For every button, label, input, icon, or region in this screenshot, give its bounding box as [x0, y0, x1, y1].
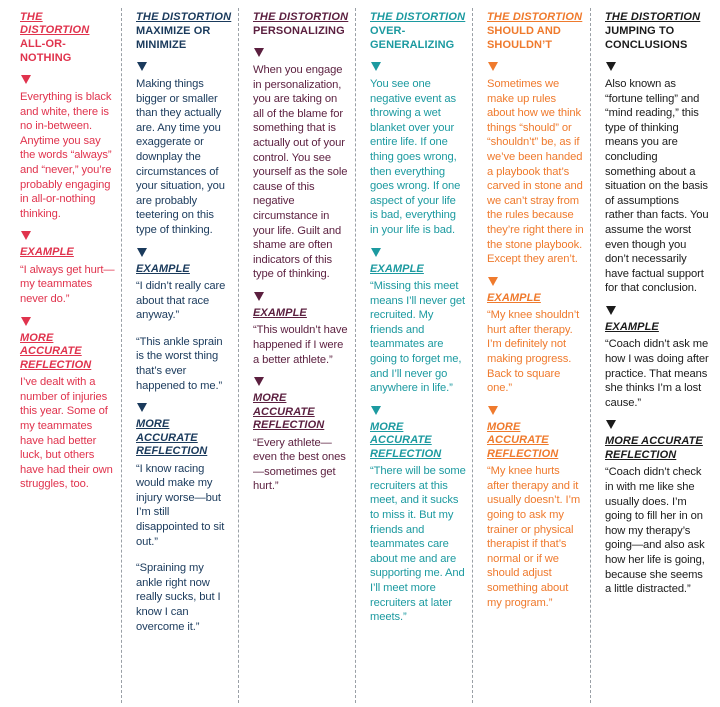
example-quote: “Coach didn’t ask me how I was doing after practice. That means she thinks I’m a lost cause.”: [605, 338, 709, 409]
distortion-label: THE DISTORTION: [20, 11, 90, 36]
distortion-name: ALL-OR-NOTHING: [20, 38, 72, 64]
triangle-marker-icon: [371, 248, 381, 257]
column-maximize-or-minimize: [121, 8, 238, 703]
triangle-marker-icon: [21, 75, 31, 84]
reflection-heading: MORE ACCURATE REFLECTION: [20, 331, 92, 371]
reflection-quote: “Coach didn’t check in with me like she usually does. I’m going to fill her in on how my therapy’s going—and also ask how her life is going, because she seems a little distracted.”: [605, 466, 705, 596]
triangle-marker-icon: [137, 403, 147, 412]
distortion-description: Making things bigger or smaller than they actually are. Any time you exaggerate or downplay the circumstances of your situation, you are probably teetering on this type of thinking.: [136, 78, 225, 236]
column-all-or-nothing: [6, 8, 121, 703]
column-personalizing: [238, 8, 355, 703]
distortion-name: OVER-GENERALIZING: [370, 25, 455, 51]
distortion-description: Sometimes we make up rules about how we think things “should” or “shouldn’t” be, as if we’ve been handed a playbook that’s carved in stone and we can’t stray from the rules because they’re right there in the stone playbook. Except they aren’t.: [487, 78, 584, 266]
reflection-quote: I’ve dealt with a number of injuries this year. Some of my teammates have had better luck, but others have had their own struggles, too.: [20, 376, 113, 491]
triangle-marker-icon: [606, 306, 616, 315]
distortion-name: PERSONALIZING: [253, 25, 345, 37]
distortion-description: Everything is black and white, there is no in-between. Anytime you say the words “always” and “never,” you’re probably engaging in all-or-nothing thinking.: [20, 91, 112, 220]
distortion-name: MAXIMIZE OR MINIMIZE: [136, 25, 211, 51]
example-heading: EXAMPLE: [487, 291, 541, 304]
reflection-heading: MORE ACCURATE REFLECTION: [487, 420, 559, 460]
triangle-marker-icon: [137, 62, 147, 71]
distortion-description: You see one negative event as throwing a wet blanket over your entire life. If one thing goes wrong, then everything goes wrong. If one aspect of your life is bad, everything in your life is bad.: [370, 78, 461, 236]
column-should-and-shouldnt: [472, 8, 590, 703]
example-heading: EXAMPLE: [20, 246, 74, 259]
triangle-marker-icon: [137, 248, 147, 257]
triangle-marker-icon: [21, 231, 31, 240]
reflection-quote: “Spraining my ankle right now really sucks, but I know I can overcome it.”: [136, 562, 221, 633]
example-quote: “Missing this meet means I’ll never get recruited. My friends and teammates are going to forget me, and I’ll never go anywhere in life.”: [370, 280, 466, 395]
distortion-name: SHOULD AND SHOULDN’T: [487, 25, 561, 51]
triangle-marker-icon: [254, 292, 264, 301]
distortion-label: THE DISTORTION: [370, 11, 466, 23]
example-quote: “This wouldn’t have happened if I were a better athlete.”: [253, 324, 348, 366]
reflection-quote: “My knee hurts after therapy and it usually doesn’t. I’m going to ask my trainer or physical therapist if that’s normal or if we should adjust something about my program.”: [487, 465, 581, 609]
triangle-marker-icon: [488, 406, 498, 415]
distortion-description: Also known as “fortune telling” and “mind reading,” this type of thinking means you are concluding something about a situation on the basis of assumptions rather than facts. You assume the worst even though you don’t necessarily have factual support for that conclusion.: [605, 78, 709, 295]
triangle-marker-icon: [606, 62, 616, 71]
reflection-heading: MORE ACCURATE REFLECTION: [136, 418, 208, 458]
example-heading: EXAMPLE: [253, 306, 307, 319]
triangle-marker-icon: [488, 277, 498, 286]
triangle-marker-icon: [254, 48, 264, 57]
reflection-heading: MORE ACCURATE REFLECTION: [605, 435, 703, 461]
triangle-marker-icon: [371, 406, 381, 415]
reflection-quote: “There will be some recruiters at this meet, and it sucks to miss it. But my friends and teammates care about me and are supporting me. And I’ll meet more recruiters at later meets.”: [370, 465, 466, 624]
triangle-marker-icon: [21, 317, 31, 326]
column-over-generalizing: [355, 8, 472, 703]
reflection-quote: “I know racing would make my injury worse—but I’m still disappointed to sit out.”: [136, 462, 225, 548]
example-heading: EXAMPLE: [605, 320, 659, 333]
reflection-heading: MORE ACCURATE REFLECTION: [253, 392, 325, 432]
distortion-label: THE DISTORTION: [136, 11, 232, 23]
example-quote: “This ankle sprain is the worst thing that’s ever happened to me.”: [136, 335, 223, 392]
column-jumping-to-conclusions: [590, 8, 716, 703]
triangle-marker-icon: [254, 377, 264, 386]
triangle-marker-icon: [371, 62, 381, 71]
reflection-heading: MORE ACCURATE REFLECTION: [370, 420, 442, 460]
distortion-label: THE DISTORTION: [487, 11, 583, 23]
distortion-name: JUMPING TO CONCLUSIONS: [605, 25, 688, 51]
triangle-marker-icon: [488, 62, 498, 71]
example-quote: “I didn’t really care about that race anyway.”: [136, 280, 226, 322]
example-heading: EXAMPLE: [136, 262, 190, 275]
triangle-marker-icon: [606, 420, 616, 429]
distortion-label: THE DISTORTION: [253, 11, 349, 23]
example-heading: EXAMPLE: [370, 262, 424, 275]
example-quote: “My knee shouldn’t hurt after therapy. I’m definitely not making progress. Back to square one.”: [487, 309, 580, 395]
distortion-description: When you engage in personalization, you are taking on all of the blame for something that is actually out of your control. You see yourself as the sole cause of this negative circumstance in your life. Guilt and shame are often indicators of this type of thinking.: [253, 64, 348, 281]
example-quote: “I always get hurt—my teammates never do.”: [20, 263, 115, 306]
distortion-label: THE DISTORTION: [605, 11, 701, 23]
reflection-quote: “Every athlete—even the best ones—sometimes get hurt.”: [253, 436, 346, 493]
